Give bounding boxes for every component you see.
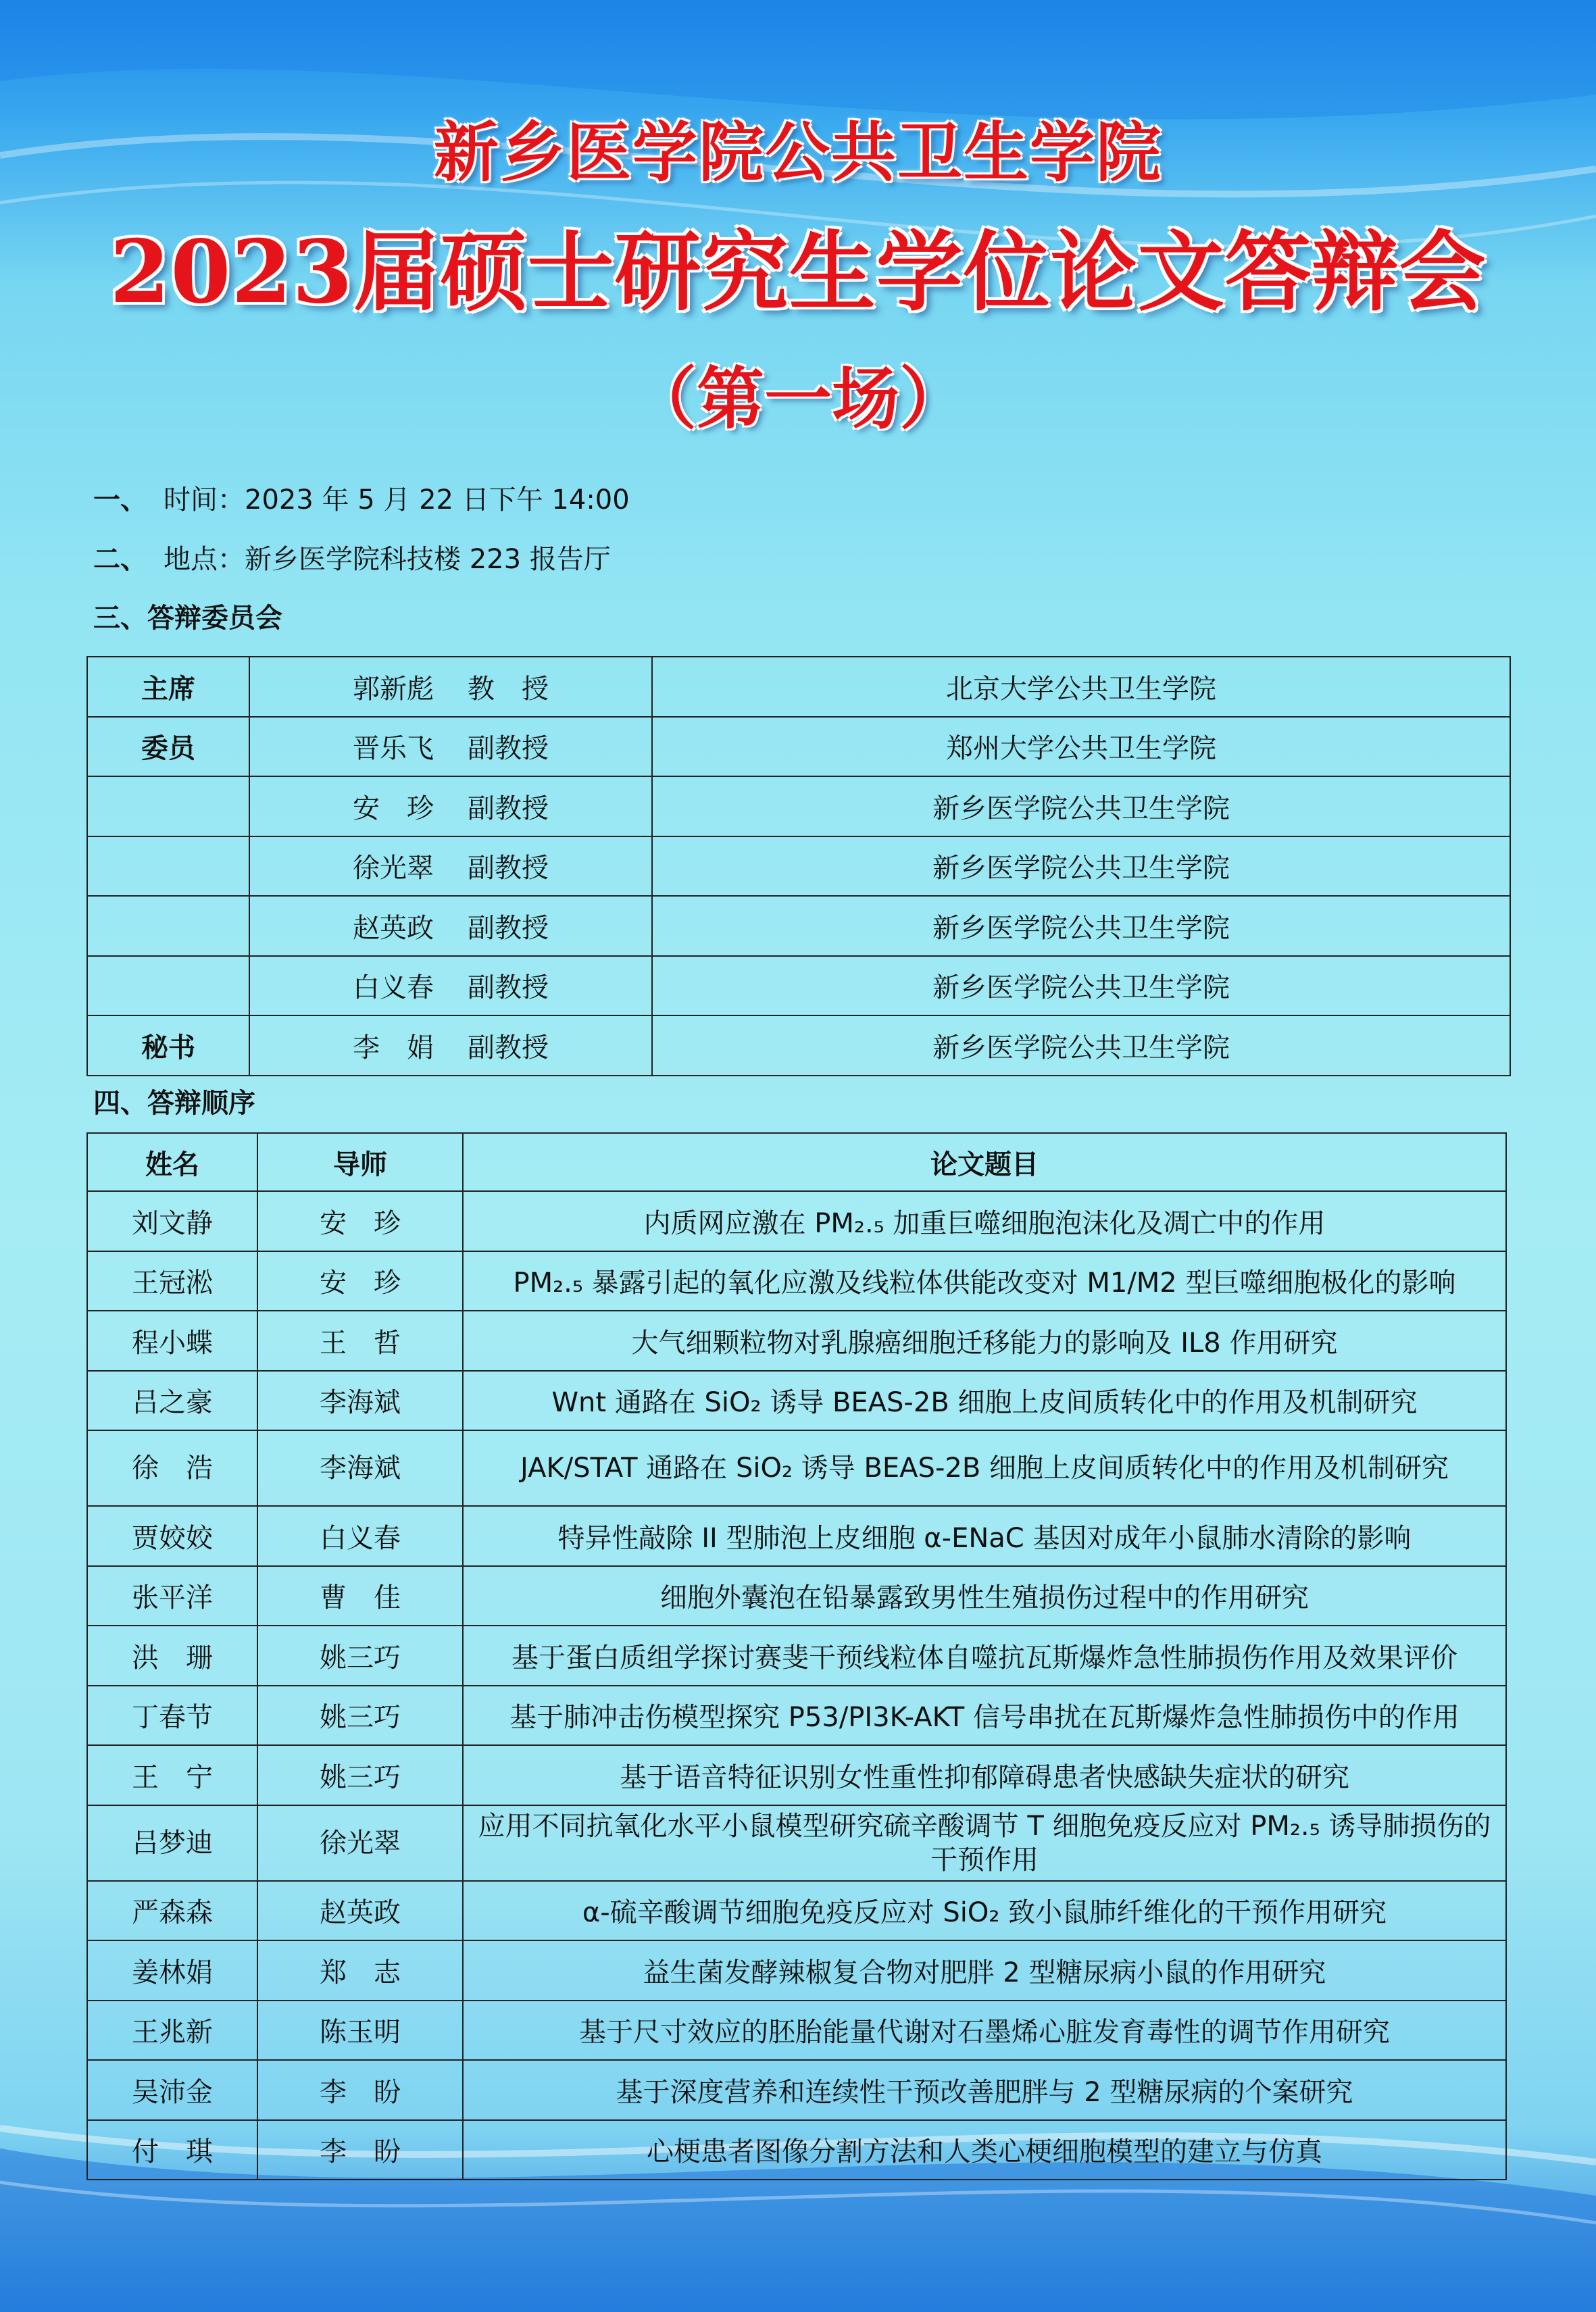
committee-role xyxy=(87,956,249,1016)
student-name: 严森森 xyxy=(87,1881,257,1941)
committee-role xyxy=(87,896,249,956)
table-row xyxy=(87,1191,1506,1251)
defense-order-table xyxy=(86,1132,1507,2180)
table-row xyxy=(87,1686,1506,1746)
committee-role: 秘书 xyxy=(87,1015,249,1076)
thesis-topic: JAK/STAT 通路在 SiO₂ 诱导 BEAS-2B 细胞上皮间质转化中的作用及机制研究 xyxy=(463,1430,1506,1506)
student-name: 吕梦迪 xyxy=(87,1805,257,1881)
student-name: 吕之豪 xyxy=(87,1371,257,1431)
table-row xyxy=(87,1430,1506,1506)
student-name: 贾姣姣 xyxy=(87,1506,257,1566)
committee-org: 郑州大学公共卫生学院 xyxy=(652,717,1510,777)
committee-member-name: 赵英政 xyxy=(353,912,434,944)
advisor-name: 王 哲 xyxy=(257,1311,463,1371)
advisor-name: 姚三巧 xyxy=(257,1686,463,1746)
student-name: 程小蝶 xyxy=(87,1311,257,1371)
committee-member-name: 徐光翠 xyxy=(353,853,434,884)
committee-org: 新乡医学院公共卫生学院 xyxy=(652,896,1510,956)
table-row xyxy=(87,1940,1506,2001)
committee-org: 新乡医学院公共卫生学院 xyxy=(652,956,1510,1016)
committee-member-title: 副教授 xyxy=(468,1032,549,1063)
table-row xyxy=(87,1015,1510,1076)
student-name: 付 琪 xyxy=(87,2120,257,2180)
committee-member-name: 白义春 xyxy=(353,972,434,1004)
advisor-name: 曹 佳 xyxy=(257,1566,463,1626)
table-row xyxy=(87,896,1510,956)
student-name: 王兆新 xyxy=(87,2001,257,2061)
table-row xyxy=(87,776,1510,836)
advisor-name: 李海斌 xyxy=(257,1371,463,1431)
info-place-number: 二、 xyxy=(93,544,147,575)
table-row xyxy=(87,1745,1506,1805)
table-row xyxy=(87,2001,1506,2061)
header-name: 姓名 xyxy=(87,1133,257,1191)
thesis-topic: 特异性敲除 II 型肺泡上皮细胞 α-ENaC 基因对成年小鼠肺水清除的影响 xyxy=(463,1506,1506,1566)
student-name: 张平洋 xyxy=(87,1566,257,1626)
committee-role xyxy=(87,776,249,836)
committee-role: 主席 xyxy=(87,657,249,717)
table-row xyxy=(87,956,1510,1016)
committee-member xyxy=(249,717,652,777)
table-row xyxy=(87,1371,1506,1431)
thesis-topic: 心梗患者图像分割方法和人类心梗细胞模型的建立与仿真 xyxy=(463,2120,1506,2180)
thesis-topic: 基于语音特征识别女性重性抑郁障碍患者快感缺失症状的研究 xyxy=(463,1745,1506,1805)
student-name: 洪 珊 xyxy=(87,1626,257,1686)
advisor-name: 姚三巧 xyxy=(257,1745,463,1805)
committee-member xyxy=(249,657,652,717)
committee-table xyxy=(86,656,1511,1076)
info-time-number: 一、 xyxy=(93,484,147,516)
table-row xyxy=(87,1566,1506,1626)
committee-member-title: 副教授 xyxy=(468,972,549,1004)
header-topic: 论文题目 xyxy=(463,1133,1506,1191)
info-place xyxy=(93,543,611,576)
committee-member-title: 副教授 xyxy=(468,793,549,824)
table-row xyxy=(87,1506,1506,1566)
committee-member-title: 副教授 xyxy=(468,733,549,765)
thesis-topic: PM₂.₅ 暴露引起的氧化应激及线粒体供能改变对 M1/M2 型巨噬细胞极化的影响 xyxy=(463,1251,1506,1311)
info-time-text: 时间：2023 年 5 月 22 日下午 14:00 xyxy=(164,484,630,516)
table-row xyxy=(87,717,1510,777)
info-place-text: 地点：新乡医学院科技楼 223 报告厅 xyxy=(164,544,611,575)
table-row xyxy=(87,1311,1506,1371)
thesis-topic: α-硫辛酸调节细胞免疫反应对 SiO₂ 致小鼠肺纤维化的干预作用研究 xyxy=(463,1881,1506,1941)
thesis-topic: Wnt 通路在 SiO₂ 诱导 BEAS-2B 细胞上皮间质转化中的作用及机制研究 xyxy=(463,1371,1506,1431)
student-name: 王冠淞 xyxy=(87,1251,257,1311)
committee-member-name: 李 娟 xyxy=(353,1032,434,1063)
advisor-name: 郑 志 xyxy=(257,1940,463,2001)
committee-org: 北京大学公共卫生学院 xyxy=(652,657,1510,717)
committee-org: 新乡医学院公共卫生学院 xyxy=(652,776,1510,836)
order-heading: 四、答辩顺序 xyxy=(93,1088,255,1119)
committee-member xyxy=(249,896,652,956)
thesis-topic: 应用不同抗氧化水平小鼠模型研究硫辛酸调节 T 细胞免疫反应对 PM₂.₅ 诱导肺损伤的干预作用 xyxy=(463,1805,1506,1881)
committee-org: 新乡医学院公共卫生学院 xyxy=(652,1015,1510,1076)
committee-member xyxy=(249,956,652,1016)
advisor-name: 安 珍 xyxy=(257,1191,463,1251)
advisor-name: 赵英政 xyxy=(257,1881,463,1941)
table-row xyxy=(87,2060,1506,2120)
committee-member-title: 副教授 xyxy=(468,912,549,944)
table-row xyxy=(87,1881,1506,1941)
thesis-topic: 细胞外囊泡在铅暴露致男性生殖损伤过程中的作用研究 xyxy=(463,1566,1506,1626)
advisor-name: 姚三巧 xyxy=(257,1626,463,1686)
advisor-name: 白义春 xyxy=(257,1506,463,1566)
thesis-topic: 基于尺寸效应的胚胎能量代谢对石墨烯心脏发育毒性的调节作用研究 xyxy=(463,2001,1506,2061)
thesis-topic: 益生菌发酵辣椒复合物对肥胖 2 型糖尿病小鼠的作用研究 xyxy=(463,1940,1506,2001)
header-advisor: 导师 xyxy=(257,1133,463,1191)
committee-heading: 三、答辩委员会 xyxy=(93,603,282,634)
table-row xyxy=(87,657,1510,717)
advisor-name: 徐光翠 xyxy=(257,1805,463,1881)
thesis-topic: 大气细颗粒物对乳腺癌细胞迁移能力的影响及 IL8 作用研究 xyxy=(463,1311,1506,1371)
student-name: 吴沛金 xyxy=(87,2060,257,2120)
student-name: 姜林娟 xyxy=(87,1940,257,2001)
advisor-name: 李 盼 xyxy=(257,2060,463,2120)
committee-member-name: 安 珍 xyxy=(353,793,434,824)
advisor-name: 李海斌 xyxy=(257,1430,463,1506)
table-row xyxy=(87,2120,1506,2180)
committee-org: 新乡医学院公共卫生学院 xyxy=(652,836,1510,897)
header-school: 新乡医学院公共卫生学院 xyxy=(434,114,1162,191)
table-row xyxy=(87,836,1510,897)
committee-role xyxy=(87,836,249,897)
table-row xyxy=(87,1805,1506,1881)
info-time xyxy=(93,483,630,517)
student-name: 徐 浩 xyxy=(87,1430,257,1506)
committee-member xyxy=(249,776,652,836)
thesis-topic: 基于深度营养和连续性干预改善肥胖与 2 型糖尿病的个案研究 xyxy=(463,2060,1506,2120)
committee-member-title: 教 授 xyxy=(468,673,549,705)
thesis-topic: 基于肺冲击伤模型探究 P53/PI3K-AKT 信号串扰在瓦斯爆炸急性肺损伤中的作用 xyxy=(463,1686,1506,1746)
advisor-name: 李 盼 xyxy=(257,2120,463,2180)
committee-member-name: 晋乐飞 xyxy=(353,733,434,765)
table-header-row xyxy=(87,1133,1506,1191)
student-name: 丁春节 xyxy=(87,1686,257,1746)
committee-member xyxy=(249,836,652,897)
table-row xyxy=(87,1626,1506,1686)
thesis-topic: 基于蛋白质组学探讨赛斐干预线粒体自噬抗瓦斯爆炸急性肺损伤作用及效果评价 xyxy=(463,1626,1506,1686)
committee-member-name: 郭新彪 xyxy=(353,673,434,705)
committee-role: 委员 xyxy=(87,717,249,777)
advisor-name: 陈玉明 xyxy=(257,2001,463,2061)
committee-member xyxy=(249,1015,652,1076)
thesis-topic: 内质网应激在 PM₂.₅ 加重巨噬细胞泡沫化及凋亡中的作用 xyxy=(463,1191,1506,1251)
student-name: 王 宁 xyxy=(87,1745,257,1805)
advisor-name: 安 珍 xyxy=(257,1251,463,1311)
table-row xyxy=(87,1251,1506,1311)
student-name: 刘文静 xyxy=(87,1191,257,1251)
committee-member-title: 副教授 xyxy=(468,853,549,884)
header-session: （第一场） xyxy=(629,359,967,438)
header-event-title: 2023届硕士研究生学位论文答辩会 xyxy=(109,222,1487,323)
